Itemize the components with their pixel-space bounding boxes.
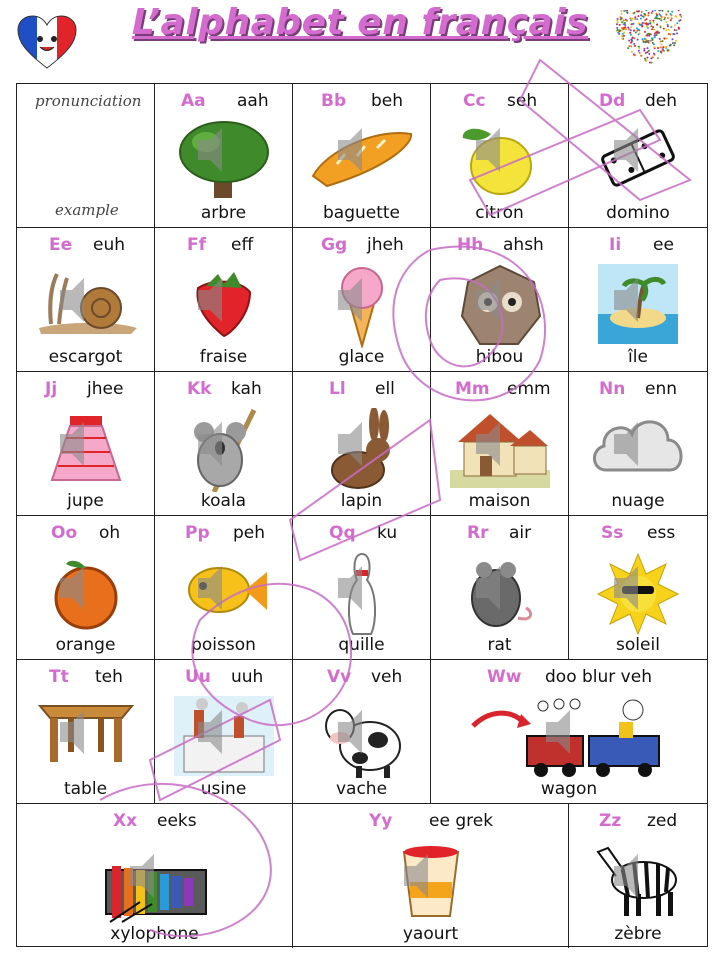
skirt-icon — [46, 408, 126, 488]
rabbit-icon — [322, 408, 402, 492]
train-icon — [469, 696, 669, 780]
factory-icon — [174, 696, 274, 776]
rat-icon — [460, 552, 540, 636]
example-word: rat — [487, 635, 512, 655]
letter-cell-h[interactable] — [431, 228, 569, 372]
letter-cell-f[interactable] — [155, 228, 293, 372]
pronunciation-label: teh — [95, 667, 123, 687]
page-header — [0, 0, 720, 80]
letter-label: Xx — [113, 811, 138, 831]
fish-icon — [179, 552, 269, 622]
example-word: xylophone — [110, 924, 199, 944]
legend-example: example — [55, 201, 119, 219]
letter-cell-p[interactable] — [155, 516, 293, 660]
pronunciation-label: euh — [93, 235, 126, 255]
letter-label: Bb — [321, 91, 347, 111]
letter-cell-u[interactable] — [155, 660, 293, 804]
example-word: domino — [606, 203, 670, 223]
letter-label: Qq — [329, 523, 356, 543]
letter-cell-j[interactable] — [17, 372, 155, 516]
example-word: wagon — [540, 779, 598, 799]
example-word: hibou — [475, 347, 524, 367]
example-word: glace — [338, 347, 385, 367]
letter-label: Hh — [457, 235, 484, 255]
pronunciation-label: kah — [231, 379, 262, 399]
letter-label: Rr — [467, 523, 489, 543]
letter-cell-l[interactable] — [293, 372, 431, 516]
letter-label: Kk — [187, 379, 212, 399]
letter-cell-g[interactable] — [293, 228, 431, 372]
letter-cell-o[interactable] — [17, 516, 155, 660]
example-word: nuage — [611, 491, 665, 511]
letter-cell-t[interactable] — [17, 660, 155, 804]
example-word: table — [63, 779, 108, 799]
tree-icon — [176, 120, 272, 200]
letter-cell-v[interactable] — [293, 660, 431, 804]
letter-label: Nn — [599, 379, 626, 399]
pronunciation-label: ee — [653, 235, 674, 255]
example-word: jupe — [67, 491, 104, 511]
example-word: soleil — [616, 635, 660, 655]
letter-cell-b[interactable] — [293, 84, 431, 228]
domino-icon — [593, 120, 683, 196]
example-word: maison — [468, 491, 531, 511]
letter-label: Tt — [49, 667, 69, 687]
pronunciation-label: eeks — [157, 811, 197, 831]
pronunciation-label: deh — [645, 91, 678, 111]
letter-label: Pp — [185, 523, 210, 543]
confetti-heart-icon — [616, 10, 682, 68]
table-icon — [36, 696, 136, 766]
letter-cell-y[interactable] — [293, 804, 569, 948]
letter-label: Dd — [599, 91, 626, 111]
page-title: L’alphabet en français — [131, 2, 589, 43]
example-word: poisson — [191, 635, 256, 655]
letter-label: Ff — [187, 235, 207, 255]
pronunciation-label: aah — [237, 91, 269, 111]
letter-label: Ss — [601, 523, 624, 543]
letter-label: Gg — [321, 235, 348, 255]
example-word: citron — [475, 203, 524, 223]
alphabet-grid — [16, 83, 708, 947]
strawberry-icon — [184, 264, 264, 340]
example-word: koala — [200, 491, 247, 511]
letter-cell-s[interactable] — [569, 516, 707, 660]
house-icon — [450, 408, 550, 488]
pronunciation-label: jheh — [367, 235, 404, 255]
ice-cream-icon — [327, 264, 397, 348]
baguette-icon — [307, 120, 417, 190]
sun-icon — [596, 552, 680, 636]
legend-cell — [17, 84, 155, 228]
pronunciation-label: jhee — [87, 379, 124, 399]
example-word: quille — [338, 635, 385, 655]
letter-label: Uu — [185, 667, 211, 687]
example-word: île — [628, 347, 648, 367]
zebra-icon — [588, 840, 688, 920]
legend-pronunciation: pronunciation — [35, 92, 142, 110]
example-word: arbre — [200, 203, 247, 223]
letter-cell-q[interactable] — [293, 516, 431, 660]
pronunciation-label: zed — [647, 811, 678, 831]
yogurt-icon — [396, 840, 466, 920]
letter-label: Zz — [599, 811, 622, 831]
example-word: fraise — [199, 347, 248, 367]
pronunciation-label: emm — [507, 379, 551, 399]
pronunciation-label: ku — [377, 523, 398, 543]
letter-label: Ii — [609, 235, 622, 255]
pronunciation-label: air — [509, 523, 532, 543]
letter-label: Ll — [329, 379, 346, 399]
letter-cell-m[interactable] — [431, 372, 569, 516]
example-word: zèbre — [614, 924, 662, 944]
example-word: baguette — [322, 203, 401, 223]
letter-label: Oo — [51, 523, 78, 543]
letter-label: Ee — [49, 235, 73, 255]
letter-label: Vv — [327, 667, 352, 687]
snail-icon — [31, 264, 141, 340]
letter-label: Ww — [487, 667, 522, 687]
pronunciation-label: veh — [371, 667, 403, 687]
pronunciation-label: ahsh — [503, 235, 544, 255]
example-word: escargot — [48, 347, 123, 367]
owl-icon — [458, 264, 542, 348]
lemon-icon — [455, 120, 545, 200]
letter-label: Yy — [369, 811, 393, 831]
pronunciation-label: seh — [507, 91, 538, 111]
pronunciation-label: enn — [645, 379, 678, 399]
cow-icon — [320, 696, 404, 780]
letter-cell-a[interactable] — [155, 84, 293, 228]
example-word: orange — [55, 635, 116, 655]
pronunciation-label: doo blur veh — [545, 667, 652, 687]
xylophone-icon — [100, 840, 210, 924]
letter-cell-d[interactable] — [569, 84, 707, 228]
pronunciation-label: uuh — [231, 667, 264, 687]
example-word: yaourt — [402, 924, 459, 944]
pronunciation-label: eff — [231, 235, 254, 255]
letter-cell-e[interactable] — [17, 228, 155, 372]
pronunciation-label: ell — [375, 379, 395, 399]
pronunciation-label: ee grek — [429, 811, 494, 831]
island-icon — [598, 264, 678, 344]
letter-label: Cc — [463, 91, 486, 111]
orange-icon — [48, 552, 124, 632]
letter-cell-n[interactable] — [569, 372, 707, 516]
koala-icon — [184, 408, 264, 492]
example-word: lapin — [340, 491, 383, 511]
letter-cell-z[interactable] — [569, 804, 707, 948]
pronunciation-label: oh — [99, 523, 121, 543]
letter-cell-c[interactable] — [431, 84, 569, 228]
example-word: usine — [200, 779, 247, 799]
pronunciation-label: peh — [233, 523, 266, 543]
letter-label: Aa — [181, 91, 206, 111]
letter-label: Mm — [455, 379, 490, 399]
example-word: vache — [335, 779, 388, 799]
bowling-pin-icon — [337, 552, 387, 636]
letter-cell-i[interactable] — [569, 228, 707, 372]
cloud-icon — [586, 408, 690, 478]
letter-label: Jj — [45, 379, 58, 399]
letter-cell-x[interactable] — [17, 804, 293, 948]
letter-cell-w[interactable] — [431, 660, 707, 804]
pronunciation-label: ess — [647, 523, 676, 543]
letter-cell-k[interactable] — [155, 372, 293, 516]
pronunciation-label: beh — [371, 91, 404, 111]
letter-cell-r[interactable] — [431, 516, 569, 660]
